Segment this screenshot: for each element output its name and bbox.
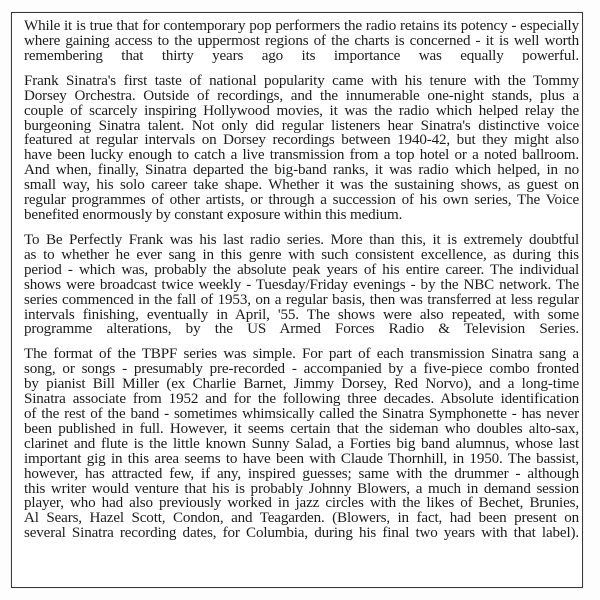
text-line: this writer would venture that his is probably Johnny Blowers, a much in demand session [24,480,579,497]
text-line: Sinatra associate from 1952 and for the following three decades. Absolute identification [24,391,579,408]
text-line: series commenced in the fall of 1953, on a regular basis, then was transferred at less regular [24,291,579,308]
text-line: featured at regular intervals on Dorsey recordings between 1940-42, but they might also [24,132,579,149]
text-line: by pianist Bill Miller (ex Charlie Barnet, Jimmy Dorsey, Red Norvo), and a long-time [24,376,579,393]
text-line: song, or songs - presumably pre-recorded - accompanied by a five-piece combo fronted [24,361,579,378]
text-line: benefited enormously by constant exposure within this medium. [24,206,403,223]
text-line: Al Sears, Hazel Scott, Condon, and Teagarden. (Blowers, in fact, had been present on [24,510,579,527]
text-line: period - which was, probably the absolute peak years of his entire career. The individual [24,261,579,278]
text-line: Frank Sinatra's first taste of national popularity came with his tenure with the Tommy [24,72,579,89]
text-line: clarinet and flute is the little known Sunny Salad, a Forties big band alumnus, whose last [24,435,579,452]
paragraph-dorsey-era [24,74,579,223]
text-line: The format of the TBPF series was simple. For part of each transmission Sinatra sang a [24,346,579,363]
text-line: Dorsey Orchestra. Outside of recordings, and the innumerable one-night stands, plus a [24,87,579,104]
text-line: shows were broadcast twice weekly - Tuesday/Friday evenings - by the NBC network. The [24,276,579,293]
text-line: programme alterations, by the US Armed Forces Radio & Television Series. [24,321,579,338]
text-line: While it is true that for contemporary pop performers the radio retains its potency - especially [24,18,579,34]
text-line: as to whether he ever sang in this genre with such consistent excellence, as during this [24,246,579,263]
liner-notes-body [24,19,579,551]
text-line: important gig in this area seems to have been with Claude Thornhill, in 1950. The bassist, [24,450,579,467]
paragraph-tbpf-format [24,347,579,541]
paragraph-intro [24,19,579,64]
text-line: regular programmes of other artists, or through a succession of his own series, The Voice [24,192,579,209]
text-line: of the rest of the band - sometimes whimsically called the Sinatra Symphonette - has never [24,406,579,423]
text-line: couple of scarcely inspiring Hollywood movies, it was the radio which helped relay the [24,102,579,119]
text-line: several Sinatra recording dates, for Columbia, during his final two years with that label). [24,525,579,542]
text-line: player, who had also previously worked in jazz circles with the likes of Bechet, Brunies, [24,495,579,512]
text-line: small way, his solo career take shape. Whether it was the sustaining shows, as guest on [24,177,579,194]
text-line: And when, finally, Sinatra departed the big-band ranks, it was radio which helped, in no [24,162,579,179]
text-line: remembering that thirty years ago its importance was equally powerful. [24,47,579,64]
text-line: intervals finishing, eventually in April, '55. The shows were also repeated, with some [24,306,579,323]
paragraph-to-be-perfectly-frank [24,233,579,337]
text-line: have been lucky enough to catch a live transmission from a top hotel or a noted ballroom. [24,147,579,164]
text-line: To Be Perfectly Frank was his last radio series. More than this, it is extremely doubtful [24,231,579,248]
text-line: where gaining access to the uppermost regions of the charts is concerned - it is well worth [24,32,579,49]
text-line: burgeoning Sinatra talent. Not only did regular listeners hear Sinatra's distinctive voice [24,117,579,134]
text-line: been published in full. However, it seems certain that the sideman who doubles alto-sax, [24,420,579,437]
text-line: however, has attracted few, if any, inspired guesses; same with the drummer - although [24,465,579,482]
